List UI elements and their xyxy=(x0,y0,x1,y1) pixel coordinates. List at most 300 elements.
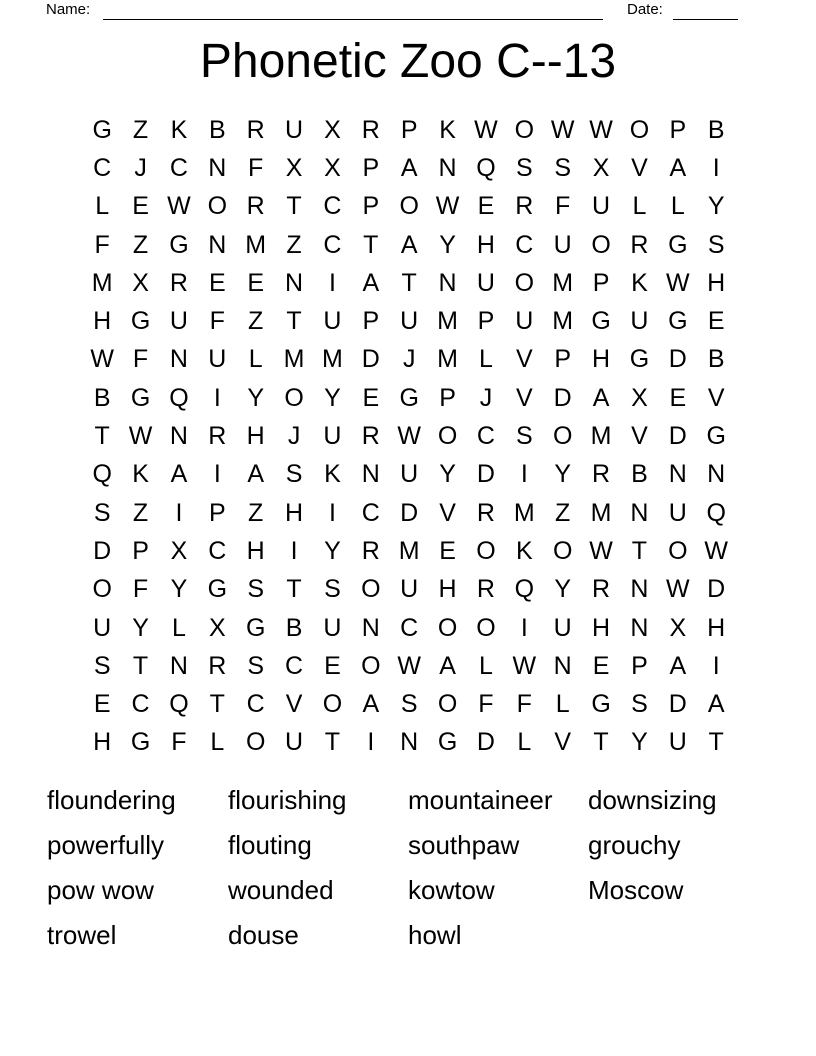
grid-cell: Y xyxy=(132,613,149,642)
grid-cell: X xyxy=(170,536,188,565)
grid-cell: W xyxy=(704,536,728,565)
grid-cell: X xyxy=(669,613,687,642)
grid-cell: D xyxy=(668,422,687,451)
grid-cell: N xyxy=(438,153,457,182)
name-blank-line xyxy=(103,4,603,20)
grid-cell: T xyxy=(286,307,302,336)
grid-cell: A xyxy=(669,153,687,182)
grid-cell: Q xyxy=(92,460,112,489)
grid-cell: Y xyxy=(707,192,725,221)
grid-cell: H xyxy=(707,268,726,297)
grid-cell: G xyxy=(92,115,112,144)
grid-cell: F xyxy=(248,153,264,182)
grid-cell: W xyxy=(397,651,421,680)
word-list-item: flourishing xyxy=(228,785,347,815)
grid-cell: M xyxy=(552,268,574,297)
grid-cell: G xyxy=(130,728,151,757)
grid-cell: R xyxy=(361,536,380,565)
grid-cell: W xyxy=(474,115,498,144)
grid-cell: R xyxy=(361,115,380,144)
grid-cell: N xyxy=(553,651,572,680)
grid-cell: E xyxy=(247,268,265,297)
grid-cell: V xyxy=(439,498,456,527)
grid-cell: X xyxy=(324,153,341,182)
grid-cell: C xyxy=(400,613,419,642)
grid-cell: E xyxy=(93,690,111,719)
grid-cell: X xyxy=(324,115,341,144)
grid-cell: O xyxy=(514,115,535,144)
grid-cell: I xyxy=(175,498,183,527)
grid-cell: R xyxy=(361,422,380,451)
grid-cell: D xyxy=(668,345,687,374)
grid-cell: U xyxy=(400,460,419,489)
grid-cell: O xyxy=(437,690,458,719)
grid-cell: O xyxy=(92,575,112,604)
grid-cell: P xyxy=(132,536,149,565)
grid-cell: G xyxy=(130,383,151,412)
grid-cell: M xyxy=(322,345,343,374)
grid-cell: M xyxy=(513,498,535,527)
grid-cell: I xyxy=(328,268,336,297)
grid-cell: R xyxy=(515,192,534,221)
grid-cell: H xyxy=(476,230,495,259)
grid-cell: R xyxy=(592,460,611,489)
grid-cell: G xyxy=(591,307,611,336)
grid-cell: T xyxy=(631,536,648,565)
grid-cell: U xyxy=(630,307,649,336)
grid-cell: O xyxy=(591,230,611,259)
grid-cell: L xyxy=(478,651,493,680)
word-list-column xyxy=(408,778,553,958)
word-list-item: douse xyxy=(228,920,299,950)
grid-cell: A xyxy=(439,651,456,680)
grid-cell: L xyxy=(670,192,685,221)
grid-cell: K xyxy=(515,536,533,565)
grid-cell: C xyxy=(131,690,150,719)
grid-cell: S xyxy=(247,651,265,680)
grid-cell: I xyxy=(290,536,298,565)
grid-cell: S xyxy=(515,153,533,182)
grid-cell: V xyxy=(707,383,725,412)
grid-cell: U xyxy=(208,345,227,374)
grid-cell: U xyxy=(285,115,304,144)
grid-cell: R xyxy=(630,230,649,259)
grid-cell: Y xyxy=(324,536,341,565)
grid-cell: L xyxy=(517,728,532,757)
grid-cell: V xyxy=(285,690,303,719)
grid-cell: C xyxy=(323,230,342,259)
grid-cell: I xyxy=(520,460,528,489)
grid-cell: G xyxy=(130,307,151,336)
grid-cell: P xyxy=(477,307,495,336)
grid-cell: Z xyxy=(248,307,264,336)
grid-cell: L xyxy=(171,613,186,642)
grid-cell: C xyxy=(476,422,495,451)
grid-cell: P xyxy=(439,383,456,412)
grid-cell: R xyxy=(246,192,265,221)
grid-cell: E xyxy=(669,383,687,412)
grid-cell: S xyxy=(285,460,303,489)
grid-cell: C xyxy=(323,192,342,221)
grid-cell: Q xyxy=(476,153,496,182)
grid-cell: Q xyxy=(514,575,535,604)
grid-cell: Y xyxy=(439,460,456,489)
grid-cell: T xyxy=(286,192,302,221)
grid-cell: R xyxy=(476,575,495,604)
grid-cell: V xyxy=(631,153,648,182)
word-list-item: floundering xyxy=(47,785,176,815)
word-list-item: mountaineer xyxy=(408,785,553,815)
name-label: Name: xyxy=(46,1,91,18)
grid-cell: G xyxy=(169,230,189,259)
grid-cell: F xyxy=(94,230,110,259)
grid-cell: H xyxy=(438,575,457,604)
grid-cell: Z xyxy=(248,498,264,527)
grid-cell: A xyxy=(170,460,188,489)
grid-cell: M xyxy=(245,230,267,259)
word-list-item: downsizing xyxy=(588,785,717,815)
grid-cell: T xyxy=(94,422,110,451)
word-list-item: grouchy xyxy=(588,830,681,860)
grid-cell: D xyxy=(707,575,726,604)
grid-cell: O xyxy=(437,613,458,642)
grid-cell: Y xyxy=(247,383,265,412)
grid-cell: O xyxy=(552,536,573,565)
grid-cell: H xyxy=(246,536,265,565)
grid-cell: C xyxy=(93,153,112,182)
grid-cell: R xyxy=(208,651,227,680)
grid-cell: U xyxy=(169,307,188,336)
grid-cell: I xyxy=(712,153,720,182)
grid-cell: C xyxy=(515,230,534,259)
grid-cell: E xyxy=(439,536,456,565)
grid-cell: H xyxy=(592,345,611,374)
grid-cell: S xyxy=(324,575,341,604)
grid-cell: L xyxy=(248,345,263,374)
word-list-item: kowtow xyxy=(408,875,495,905)
page-title: Phonetic Zoo C--13 xyxy=(199,35,617,88)
grid-cell: O xyxy=(284,383,304,412)
grid-cell: A xyxy=(592,383,610,412)
grid-cell: H xyxy=(285,498,304,527)
grid-cell: W xyxy=(666,268,690,297)
grid-cell: N xyxy=(169,422,188,451)
grid-cell: T xyxy=(286,575,302,604)
grid-cell: O xyxy=(476,536,496,565)
grid-cell: U xyxy=(668,498,687,527)
grid-cell: U xyxy=(515,307,534,336)
grid-cell: P xyxy=(669,115,687,144)
grid-cell: F xyxy=(209,307,225,336)
grid-cell: K xyxy=(324,460,341,489)
grid-cell: L xyxy=(632,192,647,221)
grid-cell: E xyxy=(707,307,725,336)
grid-cell: X xyxy=(208,613,226,642)
grid-cell: O xyxy=(361,651,381,680)
grid-cell: V xyxy=(515,383,533,412)
word-list-item: howl xyxy=(408,920,462,950)
grid-cell: H xyxy=(93,728,112,757)
word-list-item: flouting xyxy=(228,830,312,860)
grid-cell: M xyxy=(590,422,612,451)
word-search-grid xyxy=(83,111,735,762)
grid-cell: U xyxy=(476,268,495,297)
grid-cell: G xyxy=(399,383,419,412)
grid-cell: P xyxy=(631,651,648,680)
grid-cell: B xyxy=(285,613,303,642)
grid-cell: U xyxy=(400,307,419,336)
grid-cell: T xyxy=(593,728,609,757)
grid-cell: O xyxy=(399,192,419,221)
grid-cell: A xyxy=(247,460,265,489)
grid-cell: Z xyxy=(555,498,571,527)
grid-cell: S xyxy=(554,153,572,182)
grid-cell: S xyxy=(93,651,111,680)
grid-cell: H xyxy=(93,307,112,336)
grid-cell: U xyxy=(553,613,572,642)
grid-cell: U xyxy=(323,307,342,336)
grid-cell: T xyxy=(401,268,417,297)
grid-cell: E xyxy=(592,651,610,680)
grid-cell: B xyxy=(208,115,226,144)
grid-cell: R xyxy=(208,422,227,451)
grid-cell: V xyxy=(631,422,648,451)
grid-cell: N xyxy=(169,651,188,680)
grid-cell: Z xyxy=(132,498,149,527)
grid-cell: Q xyxy=(169,690,189,719)
grid-cell: N xyxy=(630,575,649,604)
grid-cell: O xyxy=(361,575,381,604)
grid-cell: I xyxy=(213,383,221,412)
grid-cell: U xyxy=(592,192,611,221)
grid-cell: K xyxy=(132,460,149,489)
grid-cell: W xyxy=(589,536,613,565)
grid-cell: V xyxy=(515,345,533,374)
grid-cell: W xyxy=(128,422,153,451)
grid-cell: S xyxy=(515,422,533,451)
grid-cell: N xyxy=(707,460,726,489)
grid-cell: G xyxy=(591,690,611,719)
grid-cell: W xyxy=(167,192,191,221)
grid-cell: H xyxy=(246,422,265,451)
grid-cell: P xyxy=(592,268,610,297)
grid-cell: W xyxy=(397,422,421,451)
word-list-column xyxy=(588,778,717,913)
grid-cell: H xyxy=(592,613,611,642)
grid-cell: U xyxy=(323,613,342,642)
grid-cell: F xyxy=(132,575,149,604)
grid-cell: B xyxy=(93,383,111,412)
grid-cell: K xyxy=(631,268,648,297)
grid-cell: O xyxy=(245,728,266,757)
grid-cell: R xyxy=(592,575,611,604)
grid-cell: P xyxy=(362,153,380,182)
grid-cell: N xyxy=(208,153,227,182)
grid-cell: U xyxy=(323,422,342,451)
grid-cell: S xyxy=(247,575,265,604)
grid-cell: W xyxy=(435,192,460,221)
grid-cell: L xyxy=(95,192,110,221)
grid-cell: T xyxy=(363,230,379,259)
grid-cell: Z xyxy=(132,115,149,144)
grid-cell: Z xyxy=(132,230,149,259)
grid-cell: C xyxy=(208,536,227,565)
grid-cell: K xyxy=(170,115,188,144)
grid-cell: X xyxy=(285,153,303,182)
grid-cell: L xyxy=(210,728,225,757)
grid-cell: X xyxy=(592,153,610,182)
grid-cell: B xyxy=(631,460,648,489)
grid-cell: O xyxy=(437,422,458,451)
grid-cell: N xyxy=(438,268,457,297)
grid-cell: W xyxy=(550,115,575,144)
grid-cell: Q xyxy=(169,383,189,412)
grid-cell: A xyxy=(707,690,725,719)
grid-cell: E xyxy=(477,192,495,221)
grid-cell: X xyxy=(631,383,648,412)
grid-cell: R xyxy=(476,498,495,527)
grid-cell: S xyxy=(93,498,111,527)
grid-cell: R xyxy=(246,115,265,144)
grid-cell: I xyxy=(328,498,336,527)
grid-cell: V xyxy=(554,728,572,757)
grid-cell: M xyxy=(552,307,574,336)
grid-cell: E xyxy=(362,383,380,412)
grid-cell: B xyxy=(707,115,725,144)
word-list xyxy=(47,778,769,968)
grid-cell: E xyxy=(132,192,149,221)
grid-cell: O xyxy=(207,192,228,221)
grid-cell: O xyxy=(514,268,535,297)
grid-cell: Y xyxy=(554,575,572,604)
grid-cell: N xyxy=(668,460,687,489)
grid-cell: I xyxy=(213,460,221,489)
grid-cell: G xyxy=(437,728,458,757)
grid-cell: M xyxy=(91,268,113,297)
grid-cell: G xyxy=(245,613,266,642)
grid-cell: T xyxy=(132,651,149,680)
word-list-item: wounded xyxy=(228,875,334,905)
grid-cell: P xyxy=(208,498,226,527)
grid-cell: U xyxy=(668,728,687,757)
grid-cell: F xyxy=(171,728,187,757)
grid-cell: W xyxy=(589,115,613,144)
word-list-item: Moscow xyxy=(588,875,684,905)
word-list-item: trowel xyxy=(47,920,117,950)
grid-cell: N xyxy=(208,230,227,259)
grid-cell: D xyxy=(668,690,687,719)
grid-cell: C xyxy=(246,690,265,719)
grid-cell: A xyxy=(362,690,380,719)
grid-cell: A xyxy=(400,153,418,182)
grid-cell: K xyxy=(439,115,456,144)
grid-cell: O xyxy=(476,613,496,642)
grid-cell: A xyxy=(362,268,380,297)
grid-cell: U xyxy=(400,575,419,604)
grid-cell: U xyxy=(93,613,112,642)
grid-cell: F xyxy=(478,690,494,719)
grid-cell: W xyxy=(90,345,114,374)
grid-cell: C xyxy=(169,153,188,182)
grid-cell: G xyxy=(207,575,228,604)
word-list-column xyxy=(47,778,176,958)
grid-cell: P xyxy=(362,307,380,336)
grid-cell: Y xyxy=(170,575,188,604)
grid-cell: W xyxy=(666,575,690,604)
grid-cell: O xyxy=(322,690,343,719)
grid-cell: U xyxy=(553,230,572,259)
grid-cell: O xyxy=(552,422,573,451)
grid-cell: S xyxy=(631,690,648,719)
grid-cell: D xyxy=(361,345,380,374)
grid-cell: C xyxy=(285,651,304,680)
grid-cell: N xyxy=(400,728,419,757)
grid-cell: P xyxy=(362,192,380,221)
grid-cell: F xyxy=(132,345,149,374)
grid-cell: N xyxy=(361,613,380,642)
grid-cell: A xyxy=(400,230,418,259)
grid-cell: M xyxy=(437,345,458,374)
grid-cell: G xyxy=(629,345,650,374)
grid-cell: L xyxy=(478,345,493,374)
grid-cell: P xyxy=(554,345,572,374)
grid-cell: Q xyxy=(706,498,726,527)
word-list-item: powerfully xyxy=(47,830,165,860)
grid-cell: O xyxy=(668,536,688,565)
grid-cell: R xyxy=(169,268,188,297)
word-list-item: pow wow xyxy=(47,875,154,905)
grid-cell: N xyxy=(361,460,380,489)
word-list-item: southpaw xyxy=(408,830,520,860)
grid-cell: D xyxy=(93,536,112,565)
grid-cell: D xyxy=(476,460,495,489)
date-label: Date: xyxy=(627,1,663,18)
date-blank-line xyxy=(673,4,738,20)
grid-cell: Y xyxy=(631,728,648,757)
grid-cell: N xyxy=(285,268,304,297)
grid-cell: I xyxy=(712,651,720,680)
grid-cell: W xyxy=(512,651,537,680)
grid-cell: I xyxy=(520,613,528,642)
grid-cell: Y xyxy=(324,383,341,412)
grid-cell: G xyxy=(706,422,726,451)
grid-cell: I xyxy=(367,728,375,757)
grid-cell: S xyxy=(400,690,418,719)
grid-cell: N xyxy=(630,498,649,527)
grid-cell: G xyxy=(668,307,688,336)
grid-cell: M xyxy=(590,498,612,527)
grid-cell: M xyxy=(437,307,458,336)
grid-cell: G xyxy=(668,230,688,259)
grid-cell: N xyxy=(169,345,188,374)
grid-cell: F xyxy=(555,192,571,221)
grid-cell: J xyxy=(134,153,147,182)
grid-cell: N xyxy=(630,613,649,642)
grid-cell: T xyxy=(708,728,724,757)
grid-cell: A xyxy=(669,651,687,680)
grid-cell: T xyxy=(324,728,341,757)
grid-cell: J xyxy=(479,383,493,412)
grid-cell: E xyxy=(208,268,226,297)
grid-cell: U xyxy=(285,728,304,757)
grid-cell: P xyxy=(400,115,418,144)
grid-cell: M xyxy=(398,536,420,565)
grid-cell: Z xyxy=(286,230,302,259)
grid-cell: T xyxy=(209,690,225,719)
grid-cell: M xyxy=(283,345,305,374)
grid-cell: J xyxy=(402,345,416,374)
grid-cell: E xyxy=(324,651,341,680)
